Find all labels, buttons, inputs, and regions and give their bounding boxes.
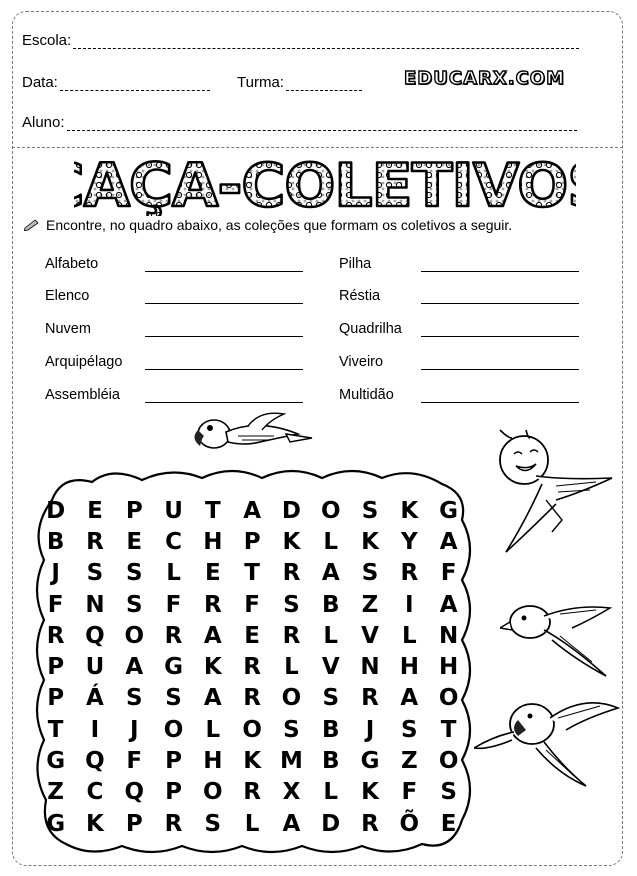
grid-letter[interactable]: R: [361, 810, 379, 837]
grid-letter[interactable]: K: [361, 528, 379, 555]
grid-letter[interactable]: H: [203, 748, 223, 775]
answer-line[interactable]: [421, 293, 579, 304]
answer-line[interactable]: [145, 293, 303, 304]
class-line[interactable]: [286, 78, 362, 91]
title: [74, 150, 576, 216]
grid-letter[interactable]: P: [47, 654, 65, 681]
letter-grid: [36, 495, 468, 839]
word-row[interactable]: [339, 321, 579, 337]
grid-letter[interactable]: R: [243, 685, 261, 712]
instruction: [24, 217, 512, 233]
word-row[interactable]: [339, 288, 579, 304]
grid-letter[interactable]: O: [438, 685, 459, 712]
header-divider: [12, 147, 623, 148]
grid-letter[interactable]: Z: [400, 748, 418, 775]
grid-letter[interactable]: P: [125, 497, 143, 524]
grid-letter[interactable]: S: [283, 591, 300, 618]
word-row[interactable]: [45, 387, 303, 403]
date-line[interactable]: [60, 78, 210, 91]
grid-letter[interactable]: K: [282, 528, 301, 555]
grid-letter[interactable]: Q: [85, 748, 105, 775]
grid-letter[interactable]: T: [440, 716, 457, 743]
answer-line[interactable]: [145, 359, 303, 370]
grid-letter[interactable]: A: [203, 622, 222, 649]
word-row[interactable]: [339, 256, 579, 272]
grid-letter[interactable]: R: [46, 622, 65, 649]
grid-letter[interactable]: G: [46, 748, 66, 775]
grid-letter[interactable]: P: [165, 779, 182, 806]
answer-line[interactable]: [421, 261, 579, 272]
word-label: Multidão: [339, 387, 394, 403]
answer-line[interactable]: [421, 359, 579, 370]
grid-letter[interactable]: D: [281, 497, 301, 524]
grid-letter[interactable]: B: [46, 528, 65, 555]
grid-letter[interactable]: L: [244, 810, 260, 837]
grid-letter[interactable]: E: [87, 497, 103, 524]
grid-letter[interactable]: L: [284, 654, 299, 681]
grid-letter[interactable]: P: [47, 685, 65, 712]
grid-letter[interactable]: L: [323, 622, 339, 649]
grid-letter[interactable]: S: [204, 810, 222, 837]
word-label: Pilha: [339, 256, 372, 272]
grid-letter[interactable]: G: [439, 497, 459, 524]
word-row[interactable]: [45, 321, 303, 337]
word-label: Alfabeto: [45, 256, 99, 272]
grid-letter[interactable]: F: [165, 591, 182, 618]
grid-letter[interactable]: F: [47, 591, 64, 618]
word-row[interactable]: [339, 354, 579, 370]
answer-line[interactable]: [145, 392, 303, 403]
grid-letter[interactable]: H: [399, 654, 419, 681]
grid-letter[interactable]: F: [244, 591, 260, 618]
grid-letter[interactable]: A: [321, 560, 340, 587]
student-line[interactable]: [67, 118, 577, 131]
grid-letter[interactable]: Y: [400, 528, 418, 555]
word-label: Nuvem: [45, 321, 91, 337]
grid-letter[interactable]: O: [281, 685, 302, 712]
grid-letter[interactable]: H: [438, 654, 459, 681]
grid-letter[interactable]: A: [400, 685, 419, 712]
grid-letter[interactable]: S: [322, 685, 340, 712]
grid-letter[interactable]: O: [163, 716, 184, 743]
word-row[interactable]: [45, 288, 303, 304]
grid-letter[interactable]: B: [321, 591, 340, 618]
school-line[interactable]: [73, 36, 579, 49]
grid-letter[interactable]: Z: [361, 591, 379, 618]
grid-letter[interactable]: R: [400, 560, 419, 587]
grid-letter[interactable]: D: [46, 497, 66, 524]
grid-letter[interactable]: Q: [124, 779, 145, 806]
grid-letter[interactable]: O: [203, 779, 223, 806]
date-field[interactable]: [22, 74, 210, 91]
parrot-illustration: [188, 408, 316, 460]
grid-letter[interactable]: E: [126, 528, 143, 555]
grid-letter[interactable]: B: [321, 716, 340, 743]
title-text: AÇA-COLETIVO: [83, 151, 568, 216]
grid-letter[interactable]: F: [126, 748, 143, 775]
grid-letter[interactable]: D: [321, 810, 341, 837]
grid-letter[interactable]: P: [165, 748, 182, 775]
answer-line[interactable]: [145, 326, 303, 337]
grid-letter[interactable]: P: [243, 528, 261, 555]
grid-letter[interactable]: F: [440, 560, 457, 587]
grid-letter[interactable]: A: [243, 497, 262, 524]
grid-letter[interactable]: R: [203, 591, 222, 618]
grid-letter[interactable]: N: [438, 622, 459, 649]
grid-letter[interactable]: L: [323, 779, 339, 806]
grid-letter[interactable]: G: [46, 810, 66, 837]
grid-letter[interactable]: L: [401, 622, 417, 649]
grid-letter[interactable]: J: [51, 560, 60, 587]
title-text-fill: AÇA-COLETIVO: [83, 151, 568, 216]
grid-letter[interactable]: J: [365, 716, 375, 743]
grid-letter[interactable]: I: [405, 591, 414, 618]
grid-letter[interactable]: L: [205, 716, 221, 743]
grid-letter[interactable]: K: [243, 748, 262, 775]
grid-letter[interactable]: R: [86, 528, 104, 555]
word-label: Réstia: [339, 288, 381, 304]
grid-letter[interactable]: O: [242, 716, 262, 743]
grid-letter[interactable]: Á: [86, 685, 104, 712]
site-logo: EDUCARX.COM: [404, 68, 565, 89]
grid-letter[interactable]: K: [361, 779, 379, 806]
grid-letter[interactable]: A: [282, 810, 301, 837]
bird-illustration-middle: [500, 600, 618, 680]
grid-letter[interactable]: K: [203, 654, 222, 681]
grid-letter[interactable]: R: [243, 779, 261, 806]
grid-letter[interactable]: S: [125, 560, 143, 587]
grid-letter[interactable]: U: [164, 497, 183, 524]
grid-letter[interactable]: A: [125, 654, 144, 681]
grid-letter[interactable]: M: [279, 748, 303, 775]
word-row[interactable]: [339, 387, 579, 403]
grid-letter[interactable]: A: [439, 591, 458, 618]
grid-letter[interactable]: N: [360, 654, 380, 681]
grid-letter[interactable]: E: [440, 810, 457, 837]
grid-letter[interactable]: J: [129, 716, 139, 743]
grid-letter[interactable]: K: [400, 497, 419, 524]
school-field[interactable]: [22, 32, 579, 49]
grid-letter[interactable]: R: [282, 560, 301, 587]
school-label: Escola:: [22, 32, 72, 49]
word-row[interactable]: [45, 354, 303, 370]
student-field[interactable]: [22, 114, 577, 131]
student-label: Aluno:: [22, 114, 65, 131]
grid-letter[interactable]: S: [165, 685, 182, 712]
class-label: Turma:: [237, 74, 284, 91]
word-label: Assembléia: [45, 387, 120, 403]
grid-letter[interactable]: S: [361, 560, 379, 587]
grid-letter[interactable]: O: [320, 497, 341, 524]
grid-letter[interactable]: R: [282, 622, 301, 649]
grid-letter[interactable]: I: [90, 716, 100, 743]
grid-letter[interactable]: S: [125, 685, 143, 712]
answer-line[interactable]: [145, 261, 303, 272]
date-label: Data:: [22, 74, 58, 91]
grid-letter[interactable]: R: [243, 654, 261, 681]
grid-letter[interactable]: V: [361, 622, 379, 649]
answer-line[interactable]: [421, 392, 579, 403]
grid-letter[interactable]: K: [86, 810, 104, 837]
grid-letter[interactable]: R: [361, 685, 379, 712]
grid-letter[interactable]: F: [401, 779, 418, 806]
instruction-text: Encontre, no quadro abaixo, as coleções que formam os coletivos a seguir.: [46, 217, 513, 233]
word-label: Elenco: [45, 288, 90, 304]
grid-letter[interactable]: S: [125, 591, 143, 618]
grid-letter[interactable]: Õ: [399, 810, 420, 837]
grid-letter[interactable]: O: [124, 622, 145, 649]
word-label: Quadrilha: [339, 321, 402, 337]
grid-letter[interactable]: L: [166, 560, 181, 587]
grid-letter[interactable]: S: [283, 716, 300, 743]
grid-letter[interactable]: H: [203, 528, 223, 555]
word-label: Arquipélago: [45, 354, 123, 370]
grid-letter[interactable]: Q: [85, 622, 105, 649]
grid-letter[interactable]: V: [321, 654, 340, 681]
grid-letter[interactable]: O: [438, 748, 459, 775]
grid-letter[interactable]: X: [282, 779, 301, 806]
word-label: Viveiro: [339, 354, 384, 370]
grid-letter[interactable]: B: [321, 748, 340, 775]
grid-letter[interactable]: T: [204, 497, 221, 524]
grid-letter[interactable]: S: [86, 560, 104, 587]
grid-letter[interactable]: S: [361, 497, 379, 524]
grid-letter[interactable]: T: [244, 560, 260, 587]
grid-letter[interactable]: L: [323, 528, 339, 555]
grid-letter[interactable]: A: [439, 528, 458, 555]
grid-letter[interactable]: C: [86, 779, 104, 806]
grid-letter[interactable]: A: [203, 685, 222, 712]
grid-letter[interactable]: S: [440, 779, 457, 806]
grid-letter[interactable]: E: [204, 560, 221, 587]
grid-letter[interactable]: Z: [47, 779, 64, 806]
grid-letter[interactable]: C: [165, 528, 182, 555]
grid-letter[interactable]: N: [85, 591, 105, 618]
grid-letter[interactable]: R: [164, 622, 183, 649]
grid-letter[interactable]: E: [244, 622, 260, 649]
bird-illustration-top: [486, 420, 618, 560]
class-field[interactable]: [237, 74, 362, 91]
pencil-icon: [24, 219, 40, 231]
grid-letter[interactable]: T: [47, 716, 64, 743]
grid-letter[interactable]: R: [164, 810, 183, 837]
grid-letter[interactable]: G: [360, 748, 380, 775]
grid-letter[interactable]: U: [85, 654, 105, 681]
answer-line[interactable]: [421, 326, 579, 337]
grid-letter[interactable]: S: [401, 716, 418, 743]
bird-illustration-bottom: [474, 688, 620, 788]
grid-letter[interactable]: G: [164, 654, 183, 681]
grid-letter[interactable]: P: [125, 810, 143, 837]
word-row[interactable]: [45, 256, 303, 272]
